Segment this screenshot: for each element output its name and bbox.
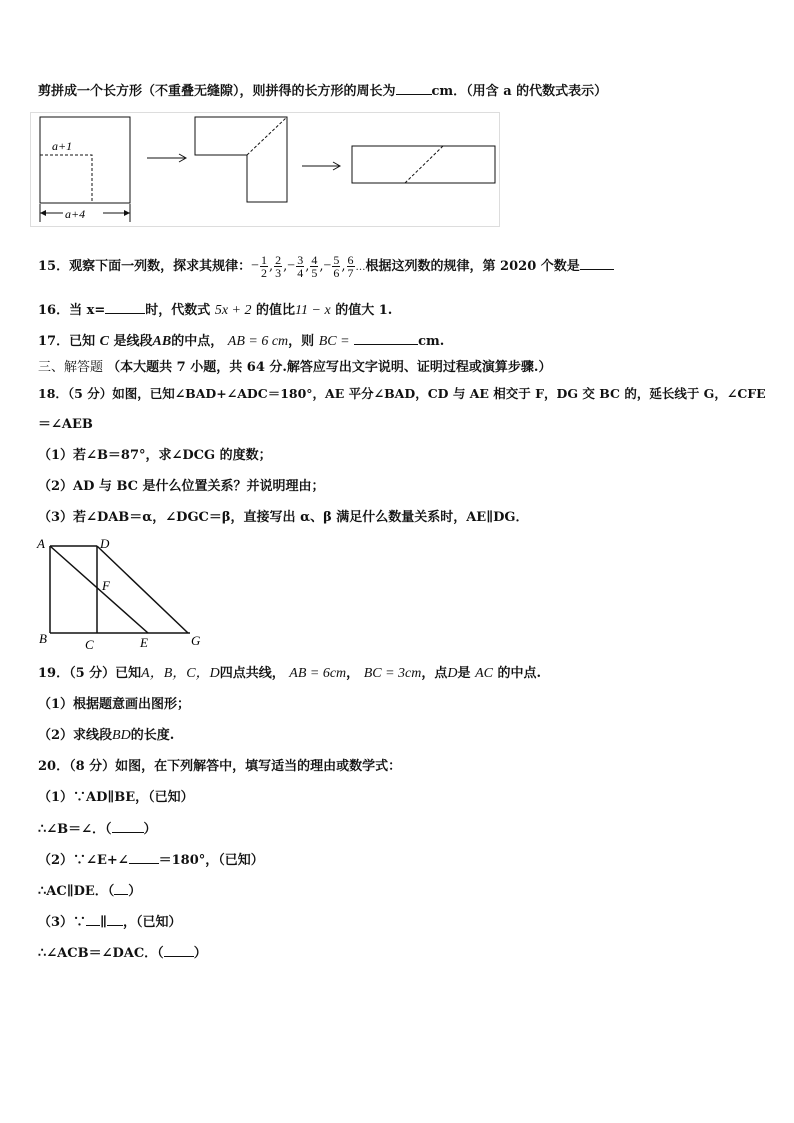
q19-ac: AC xyxy=(475,666,493,681)
q15-numerator: 5 xyxy=(333,253,340,267)
q20-line5-a: （3）∵ xyxy=(38,915,87,930)
q14-answer-blank[interactable] xyxy=(396,82,432,95)
q15-num: 15． xyxy=(38,259,70,274)
q17-bc: BC = xyxy=(318,334,350,349)
q20-line2-b: ） xyxy=(143,822,157,837)
q15-numerator: 2 xyxy=(275,253,282,267)
label-D: D xyxy=(100,536,110,551)
q17-text-c: 的中点， xyxy=(171,334,224,349)
q15-numerator: 4 xyxy=(311,253,318,267)
cut-line xyxy=(40,155,92,203)
q17-ab: AB xyxy=(152,334,172,349)
q16-text-c: 的值比 xyxy=(256,303,296,318)
q19-d: D xyxy=(447,666,458,681)
q20-line2 xyxy=(38,820,157,839)
q20-blank-2[interactable] xyxy=(129,851,159,864)
q15-ellipsis: … xyxy=(355,262,366,273)
q15-text-b: 根据这列数的规律，第 2020 个数是 xyxy=(365,259,580,274)
q15-fraction xyxy=(310,254,318,279)
q20-blank-4[interactable] xyxy=(86,913,100,926)
q19-sub1: （1）根据题意画出图形； xyxy=(38,697,191,712)
q19-bc: BC = 3cm xyxy=(363,666,422,681)
q20-line2-a: ∴∠B＝∠．（ xyxy=(38,822,112,837)
q15-numerator: 3 xyxy=(297,253,304,267)
q20-line1: （1）∵AD∥BE，（已知） xyxy=(38,790,194,805)
q19-sub2-bd: BD xyxy=(112,728,131,743)
q15-answer-blank[interactable] xyxy=(580,257,614,270)
q20-line6-a: ∴∠ACB＝∠DAC．（ xyxy=(38,946,164,961)
q20-line5 xyxy=(38,913,181,932)
q20-line4 xyxy=(38,882,141,901)
big-square xyxy=(40,117,130,203)
q18-sub2: （2）AD 与 BC 是什么位置关系？并说明理由； xyxy=(38,479,325,494)
label-a-plus-1: a+1 xyxy=(52,139,73,153)
q19-text-e: 的中点. xyxy=(497,666,542,681)
q18-sub1: （1）若∠B＝87°，求∠DCG 的度数； xyxy=(38,448,272,463)
q17-text-b: 是线段 xyxy=(113,334,153,349)
q17-text-d: ，则 xyxy=(288,334,315,349)
q18-sub3: （3）若∠DAB＝α，∠DGC＝β，直接写出 α、β 满足什么数量关系时，AE∥DG． xyxy=(38,510,529,525)
q15-comma: , xyxy=(319,259,324,274)
q15-denominator: 5 xyxy=(311,266,318,280)
q14-figure xyxy=(30,112,500,227)
q14-text-a: 剪拼成一个长方形（不重叠无缝隙），则拼得的长方形的周长为 xyxy=(38,84,396,99)
q15-text xyxy=(38,254,614,280)
q15-comma: , xyxy=(341,259,346,274)
q17-num: 17． xyxy=(38,334,70,349)
q20-blank-6[interactable] xyxy=(164,944,194,957)
q20-blank-3[interactable] xyxy=(114,882,128,895)
q19-sep: ， xyxy=(346,666,360,681)
q17-text xyxy=(38,332,444,351)
q15-denominator: 7 xyxy=(347,266,354,280)
q15-numerator: 1 xyxy=(261,253,268,267)
q20-line6-b: ） xyxy=(193,946,207,961)
q15-sign: − xyxy=(251,258,260,274)
q15-sequence xyxy=(251,253,355,280)
label-G: G xyxy=(191,633,201,648)
q19-sub2 xyxy=(38,727,174,745)
q15-fraction xyxy=(274,254,282,279)
label-F: F xyxy=(102,578,110,593)
q20-line3 xyxy=(38,851,264,870)
q20-blank-1[interactable] xyxy=(112,820,144,833)
q19-sub2-a: （2）求线段 xyxy=(38,728,113,743)
q20-line3-a: （2）∵∠E+∠ xyxy=(38,853,129,868)
q20-title: 20．（8 分）如图，在下列解答中，填写适当的理由或数学式： xyxy=(38,759,402,774)
q16-text-d: 的值大 1. xyxy=(335,303,393,318)
label-a-plus-4: a+4 xyxy=(65,207,86,221)
q19-text-d: 是 xyxy=(457,666,471,681)
q17-text-e: cm. xyxy=(418,334,445,349)
section3-title: 三、解答题 xyxy=(38,360,104,375)
q16-expr1: 5x + 2 xyxy=(214,303,252,318)
q15-comma: , xyxy=(283,259,288,274)
q18-line1: 18．（5 分）如图，已知∠BAD+∠ADC＝180°，AE 平分∠BAD，CD 与 AE 相交于 F，DG 交 BC 的，延长线于 G，∠CFE xyxy=(38,386,766,401)
q15-denominator: 2 xyxy=(261,266,268,280)
q15-denominator: 6 xyxy=(333,266,340,280)
q19-text-a: （5 分）已知 xyxy=(69,666,142,681)
q18-line2: ＝∠AEB xyxy=(38,417,93,432)
q15-comma: , xyxy=(269,259,274,274)
q19-num: 19． xyxy=(38,666,70,681)
q15-fraction xyxy=(332,254,340,279)
label-B: B xyxy=(39,631,47,646)
q19-points: A，B，C，D xyxy=(141,666,220,681)
q17-answer-blank[interactable] xyxy=(354,332,418,345)
q17-expr: AB = 6 cm xyxy=(227,334,289,349)
q15-fraction xyxy=(296,254,304,279)
section3-heading xyxy=(38,359,551,377)
q20-line5-c: ，（已知） xyxy=(122,915,182,930)
label-A: A xyxy=(37,536,45,551)
q15-text-a: 观察下面一列数，探求其规律： xyxy=(69,259,252,274)
q15-numerator: 6 xyxy=(347,253,354,267)
q16-expr2: 11 − x xyxy=(295,303,331,318)
q20-line3-b: ＝180°，（已知） xyxy=(158,853,264,868)
q16-num: 16． xyxy=(38,303,70,318)
q19-sub2-c: 的长度. xyxy=(130,728,175,743)
q15-denominator: 3 xyxy=(275,266,282,280)
q15-comma: , xyxy=(305,259,310,274)
q17-c: C xyxy=(99,334,109,349)
label-C: C xyxy=(85,637,94,652)
q16-answer-blank[interactable] xyxy=(105,301,145,314)
q16-text xyxy=(38,301,392,320)
label-E: E xyxy=(140,635,148,650)
q20-line4-a: ∴AC∥DE．（ xyxy=(38,884,115,899)
q20-line4-b: ） xyxy=(128,884,142,899)
q16-text-b: 时，代数式 xyxy=(145,303,211,318)
q20-line5-b: ∥ xyxy=(100,915,107,930)
q15-sign: − xyxy=(323,258,332,274)
q20-line6 xyxy=(38,944,207,963)
q14-text-b: cm．（用含 a 的代数式表示） xyxy=(431,84,608,99)
q14-text xyxy=(38,82,607,101)
q15-fraction xyxy=(260,254,268,279)
q15-sign: − xyxy=(287,258,296,274)
q19-text xyxy=(38,665,541,683)
q17-text-a: 已知 xyxy=(69,334,96,349)
q20-blank-5[interactable] xyxy=(107,913,123,926)
q16-text-a: 当 x= xyxy=(69,303,106,318)
q15-fraction xyxy=(347,254,355,279)
q19-ab: AB = 6cm xyxy=(289,666,347,681)
q18-figure xyxy=(30,533,220,653)
section3-note: （本大题共 7 小题，共 64 分.解答应写出文字说明、证明过程或演算步骤.） xyxy=(107,360,552,375)
q15-denominator: 4 xyxy=(297,266,304,280)
q19-text-b: 四点共线， xyxy=(219,666,285,681)
q19-text-c: ，点 xyxy=(421,666,448,681)
